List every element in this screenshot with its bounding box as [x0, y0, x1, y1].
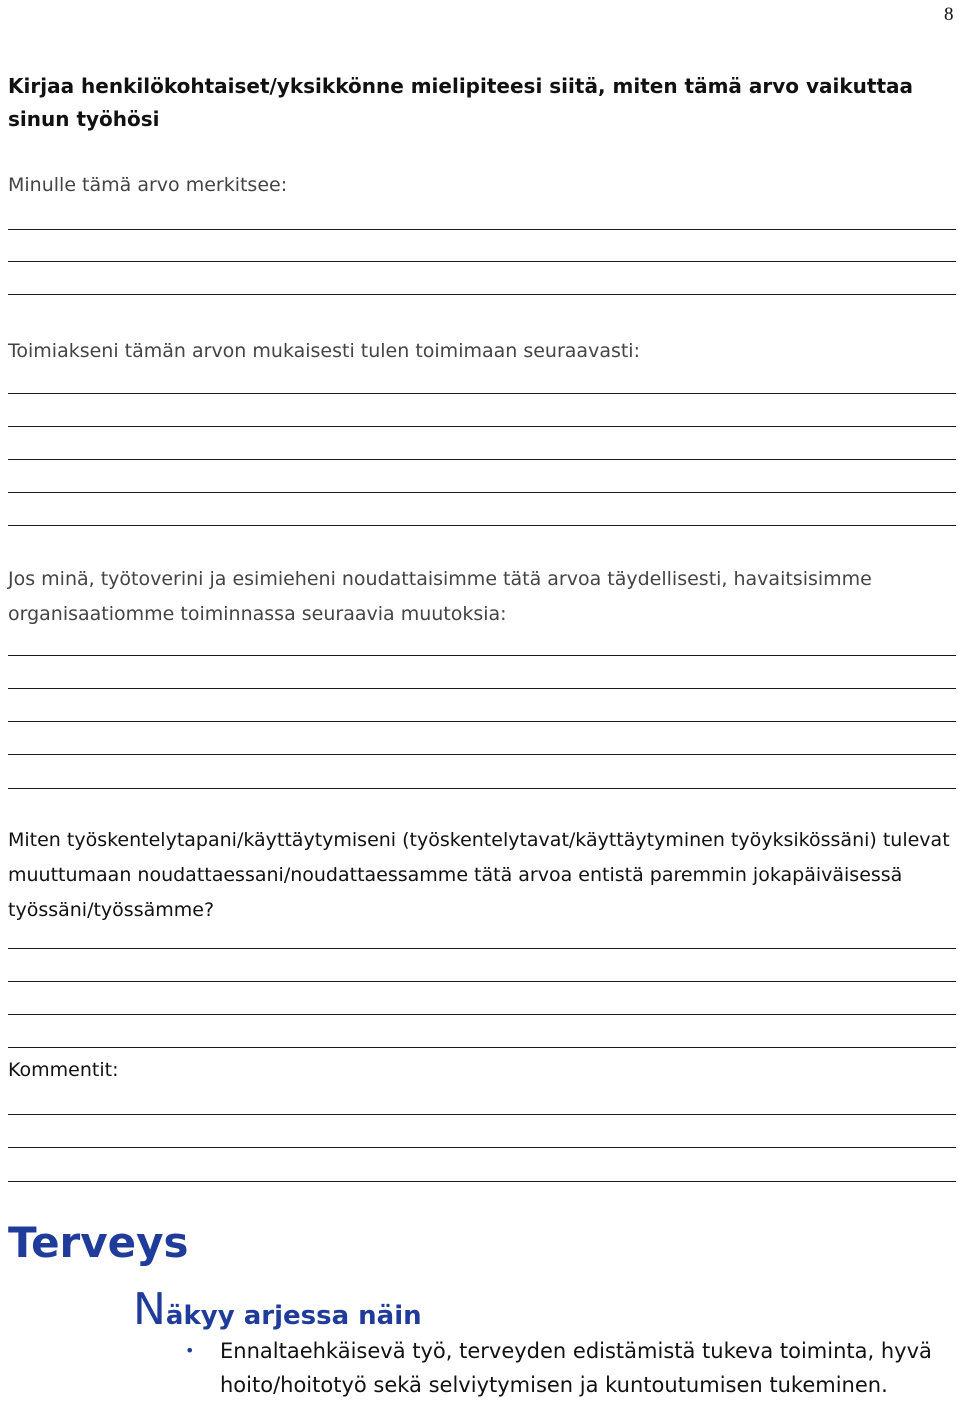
prompt-changes: Jos minä, työtoverini ja esimieheni noudattaisimme tätä arvoa täydellisesti, havaitsisimme organisaatiomme toiminnassa seuraavia muutoksia: — [8, 568, 872, 625]
answer-line[interactable] — [8, 525, 956, 526]
section-title: Terveys — [8, 1218, 189, 1267]
subtitle-rest: äkyy arjessa näin — [165, 1301, 422, 1331]
answer-line[interactable] — [8, 426, 956, 427]
answer-line[interactable] — [8, 948, 956, 949]
answer-line[interactable] — [8, 1014, 956, 1015]
answer-line[interactable] — [8, 1147, 956, 1148]
answer-line[interactable] — [8, 294, 956, 295]
answer-line[interactable] — [8, 1047, 956, 1048]
answer-line[interactable] — [8, 721, 956, 722]
answer-line[interactable] — [8, 459, 956, 460]
answer-line[interactable] — [8, 229, 956, 230]
subtitle-initial: N — [133, 1284, 166, 1335]
page-heading: Kirjaa henkilökohtaiset/yksikkönne mielipiteesi siitä, miten tämä arvo vaikuttaa sinun työhösi — [8, 74, 914, 131]
answer-line[interactable] — [8, 754, 956, 755]
section-subtitle — [133, 1284, 422, 1335]
bullet-text: Ennaltaehkäisevä työ, terveyden edistämistä tukeva toiminta, hyvä hoito/hoitotyö sekä selviytymisen ja kuntoutumisen tukeminen. — [220, 1339, 932, 1397]
prompt-meaning: Minulle tämä arvo merkitsee: — [8, 174, 288, 196]
answer-line[interactable] — [8, 261, 956, 262]
bullet-icon: • — [185, 1341, 195, 1360]
answer-line[interactable] — [8, 655, 956, 656]
answer-line[interactable] — [8, 492, 956, 493]
answer-line[interactable] — [8, 1181, 956, 1182]
prompt-comments: Kommentit: — [8, 1059, 119, 1081]
answer-line[interactable] — [8, 1114, 956, 1115]
page-number: 8 — [944, 4, 954, 25]
answer-line[interactable] — [8, 788, 956, 789]
answer-line[interactable] — [8, 688, 956, 689]
answer-line[interactable] — [8, 393, 956, 394]
prompt-workstyle: Miten työskentelytapani/käyttäytymiseni (työskentelytavat/käyttäytyminen työyksikössäni) tulevat muuttumaan noudattaessani/noudattaessamme tätä arvoa entistä paremmin jokapäiväisessä työssäni/työssämme? — [8, 829, 950, 921]
answer-line[interactable] — [8, 981, 956, 982]
prompt-acting: Toimiakseni tämän arvon mukaisesti tulen toimimaan seuraavasti: — [8, 340, 640, 362]
